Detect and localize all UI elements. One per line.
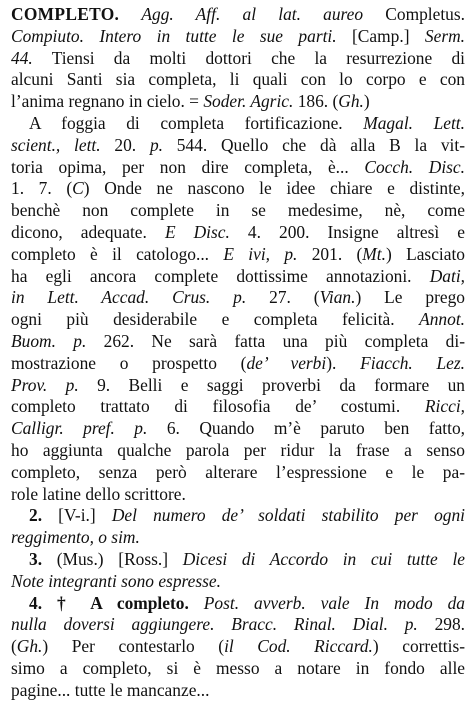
entry-text: A foggia di completa fortificazione. [29,112,364,133]
entry-line [11,680,465,702]
entry-text: mostrazione o prospetto ( [11,352,247,373]
entry-line [11,462,465,484]
entry-line [11,549,465,571]
entry-line [11,527,465,549]
entry-text: Vian. [319,287,356,308]
entry-line [11,178,465,200]
entry-text: nulla doversi aggiungere. Bracc. Rinal. Dial. p. [11,614,418,635]
entry-line [11,658,465,680]
entry-line [11,636,465,658]
entry-text: Post. avverb. vale In modo da [203,592,465,613]
entry-text: ) Per contestarlo ( [42,636,225,657]
entry-text: E Disc. [164,221,230,242]
entry-text: Prov. p. [11,374,79,395]
entry-text [189,593,204,613]
entry-line [11,418,465,440]
entry-line [11,484,465,506]
entry-text: pagine... tutte le mancanze... [11,679,210,700]
entry-text: 6. Quando m’è paruto ben fatto, [147,418,465,439]
entry-text: Buom. p. [11,330,87,351]
entry-text: ogni più desiderabile e completa felicità. [11,309,420,330]
entry-line [11,222,465,244]
entry-line [11,593,465,615]
entry-text: Note integranti sono espresse. [11,570,221,591]
entry-text: 2. [29,505,43,526]
entry-line [11,69,465,91]
entry-text: Del numero de’ soldati stabilito per ogni [111,505,465,526]
entry-text: ha egli ancora complete dottissime annotazioni. [11,265,430,286]
entry-text: Dicesi di Accordo in cui tutte le [182,548,465,569]
entry-line [11,157,465,179]
entry-line [11,135,465,157]
entry-text: Mt. [362,243,386,264]
entry-text: 4. 200. Insigne altresì e [229,221,465,242]
entry-text: 44. [11,47,33,68]
entry-text: scient., lett. [11,134,101,155]
entry-text: Fiacch. Lez. [360,352,465,373]
entry-text: toria opima, per non dire completa, è... [11,156,365,177]
entry-text: alcuni Santi sia completa, li quali con lo corpo e con [11,69,465,90]
entry-text: p. [149,134,163,155]
entry-text: (Mus.) [Ross.] [42,548,183,569]
entry-line [11,26,465,48]
entry-text: 3. [29,548,43,569]
entry-text: role latine dello scrittore. [11,483,186,504]
entry-line [11,113,465,135]
entry-text: 201. ( [297,243,363,264]
entry-text: ). [326,352,361,373]
entry-text: ) Le prego [355,287,465,308]
entry-text: Dati, [429,265,465,286]
entry-text: Ricci, [424,396,465,417]
entry-text: Cocch. Disc. [364,156,465,177]
dictionary-entry-completo [11,4,465,702]
entry-text: ) Lasciato [385,243,465,264]
entry-text: Calligr. pref. p. [11,418,148,439]
entry-text: completo, senza però alterare l’espressione e le pa- [11,461,465,482]
entry-text [119,4,141,24]
entry-text: 20. [100,134,150,155]
entry-text: E ivi, p. [223,243,298,264]
entry-text: 544. Quello che dà alla B la vit- [162,134,465,155]
entry-line [11,571,465,593]
entry-line [11,440,465,462]
entry-text: Agg. Aff. al lat. aureo [141,4,364,24]
entry-text: Compiuto. Intero in tutte le sue parti. [11,25,337,46]
entry-line [11,287,465,309]
entry-text: l’anima regnano in cielo. = [11,91,204,112]
entry-text: Serm. [424,25,465,46]
entry-text: reggimento, o sim. [11,527,140,548]
entry-text: Tiensi da molti dottori che la resurrezione di [32,47,465,68]
entry-line [11,244,465,266]
entry-text: 186. ( [293,91,339,112]
entry-text: [V-i.] [42,505,112,526]
entry-line [11,331,465,353]
entry-text: C [72,178,84,199]
entry-text: Soder. Agric. [203,91,294,112]
entry-line [11,505,465,527]
entry-text: de’ verbi [246,352,327,373]
entry-text: Annot. [419,309,465,330]
entry-text: 9. Belli e saggi proverbi da formare un [78,374,465,395]
entry-text: simo a completo, si è messo a notare in fondo alle [11,657,465,678]
entry-line [11,4,465,26]
entry-text: [Camp.] [336,25,425,46]
entry-text: Gh. [16,636,43,657]
entry-line [11,48,465,70]
entry-line [11,266,465,288]
entry-text: benchè non complete in se medesime, nè, come [11,200,465,221]
entry-text: 298. [417,614,465,635]
entry-text: 1. 7. ( [11,178,73,199]
entry-text: completo è il catologo... [11,243,224,264]
entry-text: ho aggiunta qualche parola per ridur la frase a senso [11,439,465,460]
entry-text: ) correttis- [372,636,465,657]
entry-line [11,396,465,418]
entry-text: Gh. [338,91,364,112]
entry-text: COMPLETO. [11,4,120,24]
entry-line [11,375,465,397]
entry-text: il Cod. Riccard. [224,636,373,657]
entry-line [11,200,465,222]
entry-text: 4. † A completo. [29,592,189,613]
entry-text: ) Onde ne nascono le idee chiare e distinte, [83,178,465,199]
entry-text: dicono, adequate. [11,221,165,242]
entry-line [11,353,465,375]
entry-text: 27. ( [246,287,320,308]
entry-text: completo trattato di filosofia de’ costumi. [11,396,425,417]
entry-line [11,309,465,331]
entry-line [11,91,465,113]
entry-text: Magal. Lett. [363,112,465,133]
entry-text: ) [363,91,370,112]
entry-text: ( [11,636,17,657]
entry-line [11,614,465,636]
entry-text: 262. Ne sarà fatta una più completa di- [86,330,465,351]
entry-text: in Lett. Accad. Crus. p. [11,287,247,308]
entry-text: Completus. [363,4,465,24]
